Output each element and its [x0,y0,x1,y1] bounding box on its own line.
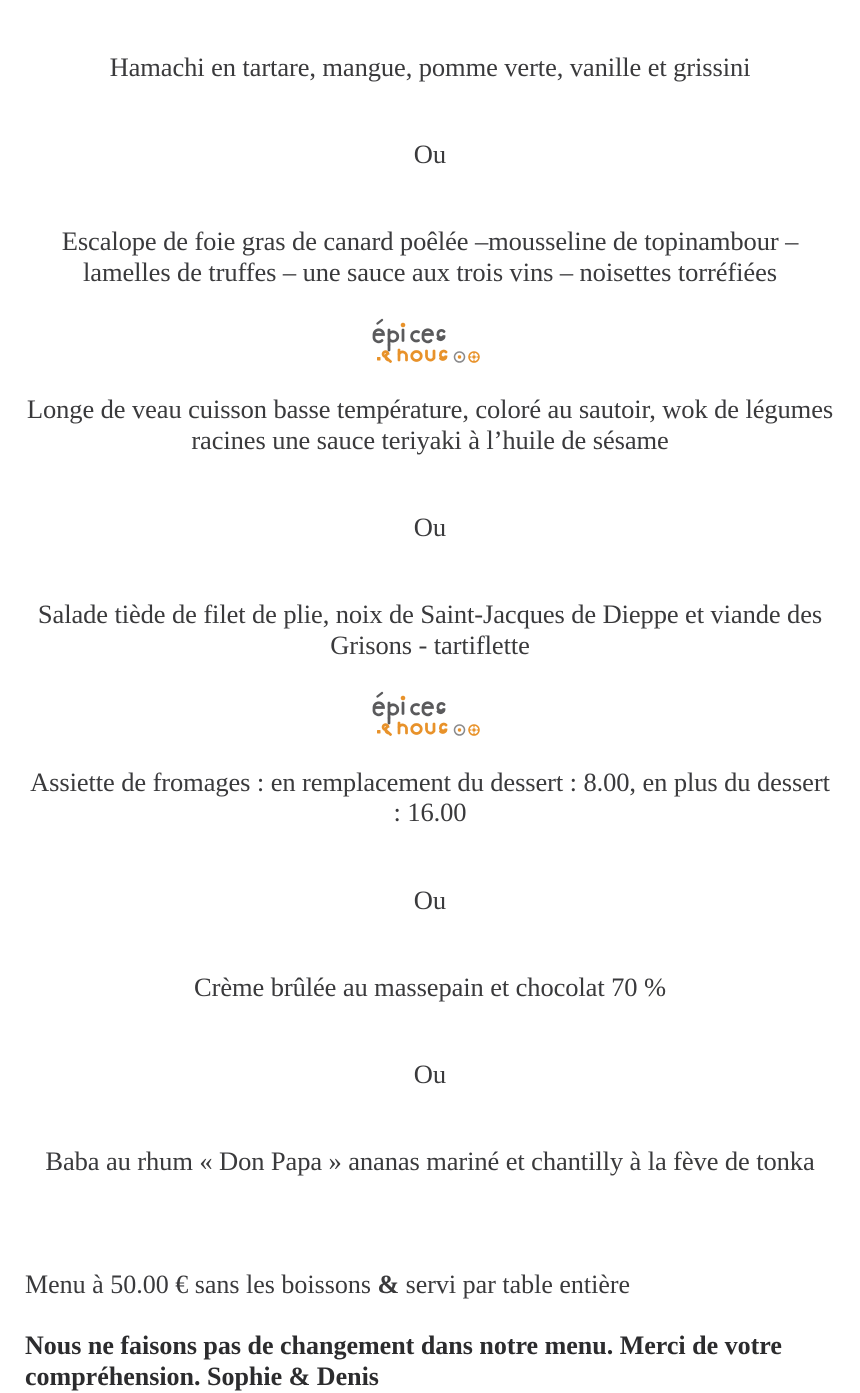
separator-or-3: Ou [413,884,447,915]
price-line-after: servi par table entière [399,1270,631,1300]
course-dessert-1: Assiette de fromages : en remplacement du dessert : 8.00, en plus du dessert : 16.00 [30,766,830,828]
top-spacer [14,0,846,52]
epices-et-nous-logo-icon [371,318,489,366]
course-dessert-3: Baba au rhum « Don Papa » ananas mariné et chantilly à la fève de tonka [45,1146,815,1177]
price-line-ampersand: & [377,1270,400,1300]
spacer [14,942,846,972]
brand-logo-2 [14,691,846,739]
spacer [14,288,846,318]
spacer [14,1116,846,1146]
course-starter-1: Hamachi en tartare, mangue, pomme verte, vanille et grissini [109,52,751,82]
circle-orange-icon [469,725,479,735]
circle-gray-icon [455,725,465,735]
course-starter-2: Escalope de foie gras de canard poêlée –mousseline de topinambour – lamelles de truffes – une sauce aux trois vins – noisettes torréfiées [61,226,799,288]
spacer [25,1300,846,1330]
circle-gray-icon [455,352,465,362]
no-substitution-notice: Nous ne faisons pas de changement dans notre menu. Merci de votre compréhension. Sophie & Denis [25,1331,782,1392]
separator-or-1: Ou [413,139,447,170]
menu-footer [0,1269,860,1393]
epices-et-nous-logo-icon [371,691,489,739]
price-line [25,1269,846,1300]
spacer [14,739,846,767]
spacer [14,661,846,691]
footer-gap [0,1177,860,1269]
separator-or-4: Ou [413,1059,447,1090]
separator-or-2: Ou [413,511,447,542]
price-line-before: Menu à 50.00 € sans les boissons [25,1270,378,1300]
course-main-2: Salade tiède de filet de plie, noix de Saint-Jacques de Dieppe et viande des Grisons - tartiflette [37,599,823,660]
brand-logo-1 [14,318,846,366]
spacer [14,366,846,394]
spacer [14,83,846,113]
spacer [14,196,846,226]
course-main-1: Longe de veau cuisson basse température, coloré au sautoir, wok de légumes racines une sauce teriyaki à l’huile de sésame [26,393,834,455]
spacer [14,455,846,485]
circle-orange-icon [469,352,479,362]
spacer [14,1003,846,1033]
spacer [14,569,846,599]
course-dessert-2: Crème brûlée au massepain et chocolat 70 % [194,971,666,1002]
spacer [14,828,846,858]
